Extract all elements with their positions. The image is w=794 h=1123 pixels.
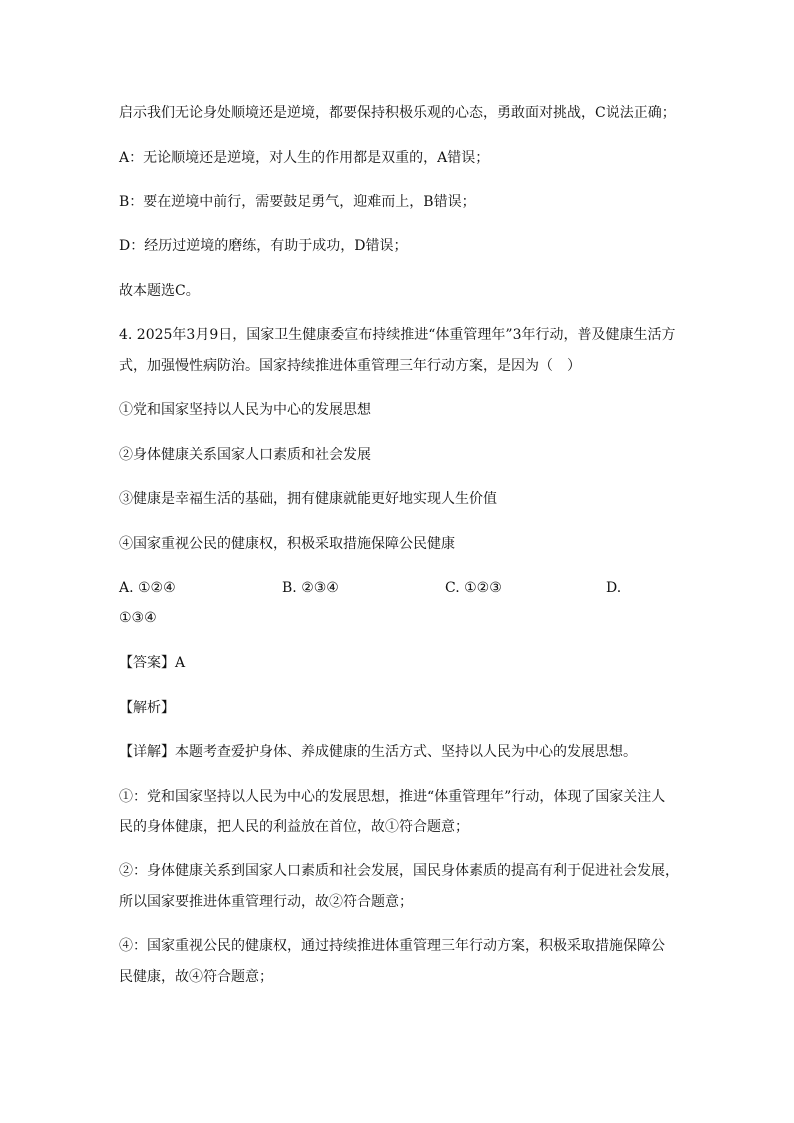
statement-1: ①党和国家坚持以人民为中心的发展思想 [119, 402, 371, 418]
statement-3: ③健康是幸福生活的基础，拥有健康就能更好地实现人生价值 [119, 491, 497, 507]
statement-4: ④国家重视公民的健康权，积极采取措施保障公民健康 [119, 536, 455, 552]
option-b: B. ②③④ [282, 580, 339, 596]
detail-line-2: ①：党和国家坚持以人民为中心的发展思想，推进“体重管理年”行动，体现了国家关注人 [119, 789, 666, 805]
detail-line-1: 【详解】本题考查爱护身体、养成健康的生活方式、坚持以人民为中心的发展思想。 [119, 744, 637, 760]
answer-line: 【答案】A [119, 655, 186, 671]
analysis-heading: 【解析】 [119, 700, 175, 716]
text-line-1: 启示我们无论身处顺境还是逆境，都要保持积极乐观的心态，勇敢面对挑战，C说法正确； [119, 105, 676, 121]
question-line-2: 式，加强慢性病防治。国家持续推进体重管理三年行动方案，是因为（ ） [119, 358, 581, 374]
detail-line-3: 民的身体健康，把人民的利益放在首位，故①符合题意； [119, 819, 469, 835]
question-line-1: 4. 2025年3月9日，国家卫生健康委宣布持续推进“体重管理年”3年行动，普及健康生活方 [119, 327, 676, 343]
text-line-5: 故本题选C。 [119, 283, 200, 299]
detail-line-5: 所以国家要推进体重管理行动，故②符合题意； [119, 894, 413, 910]
statement-2: ②身体健康关系国家人口素质和社会发展 [119, 447, 371, 463]
text-line-2: A：无论顺境还是逆境，对人生的作用都是双重的，A错误； [119, 150, 490, 166]
option-c: C. ①②③ [445, 580, 502, 596]
option-d-content: ①③④ [119, 610, 157, 626]
option-a: A. ①②④ [119, 580, 176, 596]
text-line-3: B：要在逆境中前行，需要鼓足勇气，迎难而上，B错误； [119, 194, 476, 210]
option-d: D. [606, 580, 622, 596]
detail-line-6: ④：国家重视公民的健康权，通过持续推进体重管理三年行动方案，积极采取措施保障公 [119, 938, 665, 954]
detail-line-7: 民健康，故④符合题意； [119, 969, 273, 985]
detail-line-4: ②：身体健康关系到国家人口素质和社会发展，国民身体素质的提高有利于促进社会发展， [119, 863, 679, 879]
text-line-4: D：经历过逆境的磨练，有助于成功，D错误； [119, 238, 408, 254]
